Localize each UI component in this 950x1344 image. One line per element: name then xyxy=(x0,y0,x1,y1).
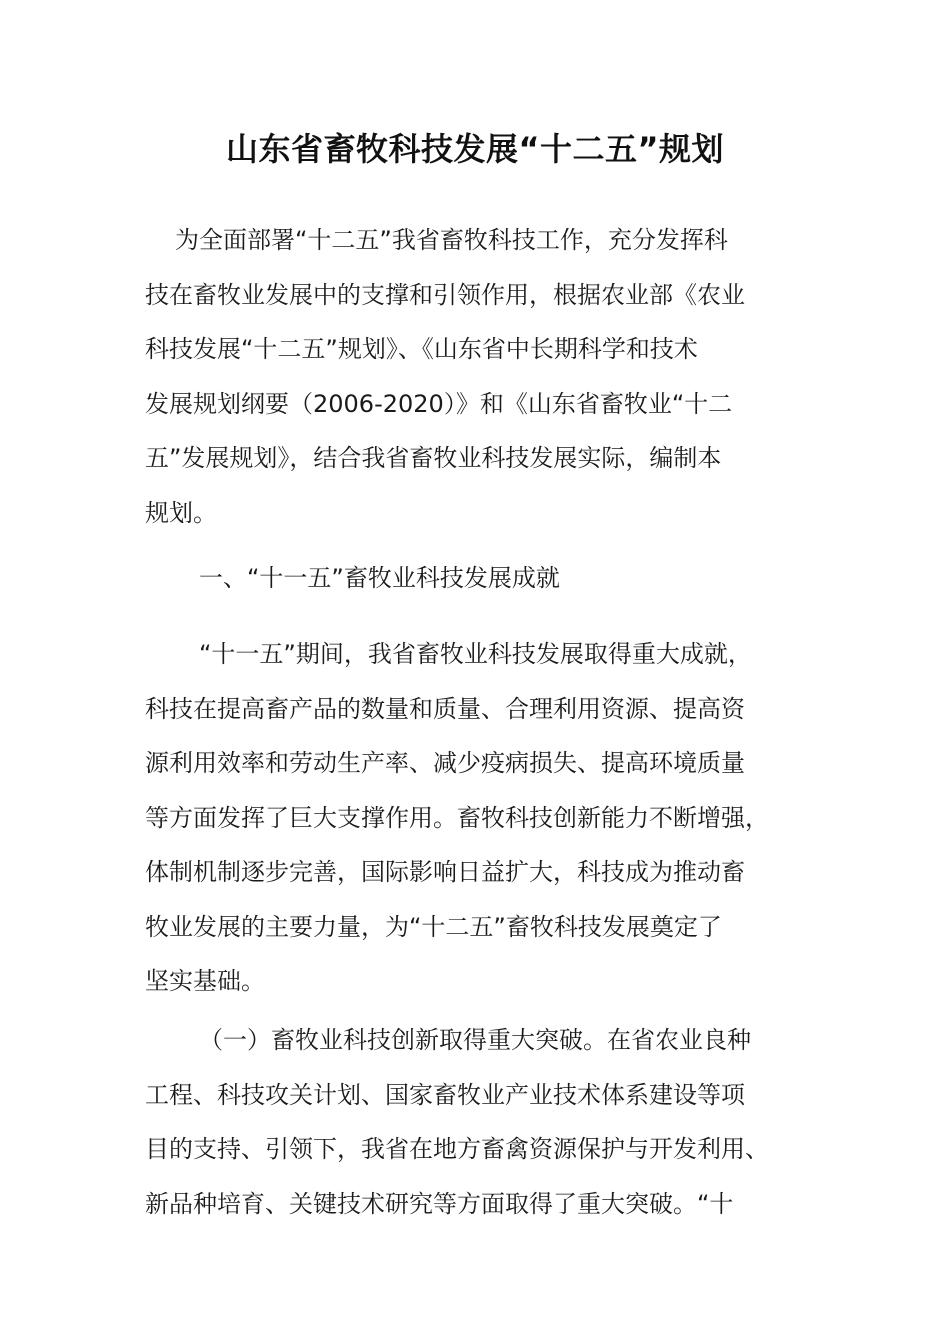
paragraph-line: 目的支持、引领下，我省在地方畜禽资源保护与开发利用、 xyxy=(145,1135,769,1163)
paragraph-line: 规划。 xyxy=(145,498,217,527)
paragraph-achievements xyxy=(145,627,810,1009)
paragraph-line: （一）畜牧业科技创新取得重大突破。在省农业良种 xyxy=(199,1026,751,1054)
section-heading xyxy=(145,551,810,606)
paragraph-line: 科技在提高畜产品的数量和质量、合理利用资源、提高资 xyxy=(145,694,745,723)
section-heading-text: 一、“十一五”畜牧业科技发展成就 xyxy=(199,564,560,592)
paragraph-breakthrough xyxy=(145,1013,810,1231)
paragraph-line: 坚实基础。 xyxy=(145,967,265,995)
paragraph-line: 科技发展“十二五”规划》、《山东省中长期科学和技术 xyxy=(145,335,698,363)
document-title: 山东省畜牧科技发展“十二五”规划 xyxy=(225,130,725,168)
paragraph-line: 牧业发展的主要力量，为“十二五”畜牧科技发展奠定了 xyxy=(145,912,722,941)
paragraph-line: 五”发展规划》，结合我省畜牧业科技发展实际，编制本 xyxy=(145,444,722,472)
paragraph-intro xyxy=(145,213,810,540)
paragraph-line: 新品种培育、关键技术研究等方面取得了重大突破。“十 xyxy=(145,1189,734,1218)
paragraph-line: 技在畜牧业发展中的支撑和引领作用，根据农业部《农业 xyxy=(145,280,745,309)
paragraph-line: 工程、科技攻关计划、国家畜牧业产业技术体系建设等项 xyxy=(145,1080,745,1109)
paragraph-line: 为全面部署“十二五”我省畜牧科技工作，充分发挥科 xyxy=(175,226,728,254)
paragraph-line: 源利用效率和劳动生产率、减少疫病损失、提高环境质量 xyxy=(145,749,745,777)
paragraph-line: 等方面发挥了巨大支撑作用。畜牧科技创新能力不断增强， xyxy=(145,803,769,832)
paragraph-line: 体制机制逐步完善，国际影响日益扩大，科技成为推动畜 xyxy=(145,858,745,886)
paragraph-line: 发展规划纲要（2006-2020）》和《山东省畜牧业“十二 xyxy=(145,389,733,418)
paragraph-line: “十一五”期间，我省畜牧业科技发展取得重大成就， xyxy=(199,640,752,668)
